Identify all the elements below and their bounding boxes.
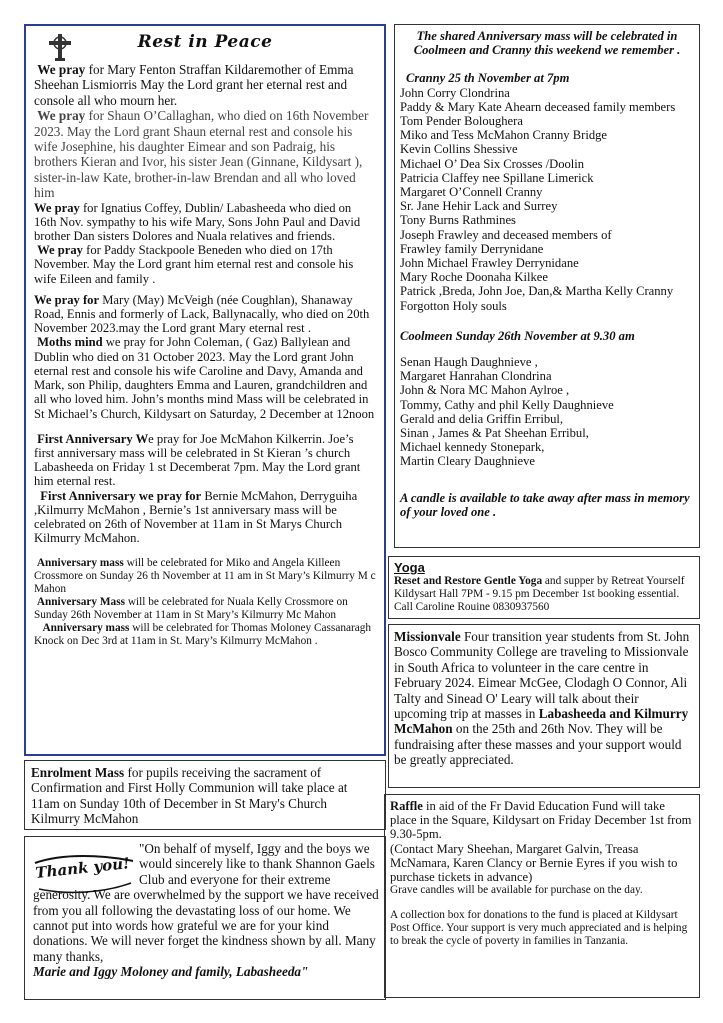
cranny-name-item: Michael O’ Dea Six Crosses /Doolin [400, 156, 585, 171]
raffle-collection-box: A collection box for donations to the fund is placed at Kildysart Post Office. Your support is very much appreciated and is helping to break the cycle of poverty in families in Tanzania. [390, 909, 688, 948]
cranny-name-item: Paddy & Mary Kate Ahearn deceased family members [400, 99, 676, 114]
coolmeen-name-item: Sinan , James & Pat Sheehan Erribul, [400, 426, 589, 441]
cranny-name-item: Mary Roche Doonaha Kilkee [400, 270, 548, 285]
coolmeen-name-item: Tommy, Cathy and phil Kelly Daughnieve [400, 397, 614, 412]
thank-you-signature: Marie and Iggy Moloney and family, Labasheeda" [33, 964, 309, 980]
cranny-name-item: Miko and Tess McMahon Cranny Bridge [400, 128, 608, 143]
raffle-text: Raffle in aid of the Fr David Education Fund will take place in the Square, Kildysart on Friday December 1st from 9.30-5pm. [390, 799, 692, 842]
prayer-paddy-stackpoole: We pray for Paddy Stackpoole Beneden who died on 17th November. May the Lord grant him eternal rest and console his wife Eileen and family . [34, 243, 354, 286]
coolmeen-name-item: Senan Haugh Daughnieve , [400, 355, 538, 370]
enrolment-mass-box [24, 760, 386, 830]
celtic-cross-icon [46, 32, 74, 62]
coolmeen-name-item: Gerald and delia Griffin Erribul, [400, 411, 564, 426]
cranny-name-item: Patrick ,Breda, John Joe, Dan,& Martha Kelly Cranny [400, 284, 674, 299]
thank-you-lettering: Thank you! [34, 854, 131, 882]
cranny-name-item: John Michael Frawley Derrynidane [400, 256, 579, 271]
cranny-title: Cranny 25 th November at 7pm [406, 71, 570, 86]
thank-you-graphic [33, 851, 135, 895]
raffle-box [384, 794, 700, 998]
raffle-grave-candles: Grave candles will be available for purchase on the day. [390, 884, 643, 897]
coolmeen-name-item: Martin Cleary Daughnieve [400, 454, 535, 469]
missionvale-box [388, 624, 700, 788]
prayer-ignatius-coffey: We pray for Ignatius Coffey, Dublin/ Labasheeda who died on 16th Nov. sympathy to his wife Mary, Sons John Paul and David brother Dan sisters Dolores and Nuala relatives and friends. [34, 200, 361, 244]
candle-note: A candle is available to take away after mass in memory of your loved one . [400, 490, 690, 519]
coolmeen-name-item: John & Nora MC Mahon Aylroe , [400, 383, 570, 398]
anniversary-miko-angela-killeen: Anniversary mass will be celebrated for Miko and Angela Killeen Crossmore on Sunday 26 th November at 11 am in St Mary’s Kilmurry M c Mahon [34, 557, 376, 596]
raffle-contact: (Contact Mary Sheehan, Margaret Galvin, Treasa McNamara, Karen Clancy or Bernie Eyres if you wish to purchase tickets in advance) [390, 841, 678, 885]
cranny-name-item: Tom Pender Boloughera [400, 114, 523, 129]
months-mind-john-coleman: Moths mind we pray for John Coleman, ( Gaz) Ballylean and Dublin who died on 31 October 2023. May the Lord grant John eternal rest and console his wife Caroline and Davy, Amanda and Mark, son Philip, daughters Emma and Lauren, grandchildren and all who loved him. John’s months mind Mass will be celebrated in St Michael’s Church, Kildysart on Saturday, 2 December at 12noon [34, 335, 375, 421]
prayer-mary-mcveigh: We pray for Mary (May) McVeigh (née Coughlan), Shanaway Road, Ennis and formerly of Lack, Ballynacally, who died on 20th November 2023.may the Lord grant Mary eternal rest . [34, 292, 370, 336]
section-title-rest-in-peace: Rest in Peace [137, 32, 273, 52]
first-anniversary-joe-mcmahon: First Anniversary We pray for Joe McMahon Kilkerrin. Joe’s first anniversary mass will be celebrated in St Kieran ’s church Labasheeda on Friday 1 st Decemberat 7pm. May the Lord grant him eternal rest. [34, 431, 361, 489]
anniversary-nuala-kelly: Anniversary Mass will be celebrated for Nuala Kelly Crossmore on Sunday 26th November at 11am in St Mary’s Kilmurry Mc Mahon [34, 596, 348, 622]
cranny-name-item: Tony Burns Rathmines [400, 213, 516, 228]
yoga-text: Reset and Restore Gentle Yoga and supper by Retreat Yourself Kildysart Hall 7PM - 9.15 pm December 1st booking essential. Call Caroline Rouine 0830937560 [394, 575, 685, 613]
cranny-name-item: John Corry Clondrina [400, 85, 510, 100]
cranny-name-item: Joseph Frawley and deceased members of [400, 227, 612, 242]
first-anniversary-bernie-mcmahon: First Anniversary we pray for Bernie McMahon, Derryguiha ,Kilmurry McMahon , Bernie’s 1st anniversary mass will be celebrated on 26th of November at 11am in St Marys Church Kilmurry McMahon. [34, 488, 358, 546]
cranny-name-item: Kevin Collins Shessive [400, 142, 518, 157]
cranny-name-item: Patricia Claffey nee Spillane Limerick [400, 170, 594, 185]
thank-you-box [24, 836, 386, 1000]
prayer-shaun-ocallaghan: We pray for Shaun O’Callaghan, who died on 16th November 2023. May the Lord grant Shaun eternal rest and console his wife Josephine, his daughter Eimear and son Padraig, his brothers Kieran and Ivor, his sister Jean (Ginnane, Kildysart ), sister-in-law Kate, brother-in-law Brendan and all who loved him [34, 108, 369, 201]
yoga-title: Yoga [394, 560, 425, 575]
enrolment-mass-text: Enrolment Mass for pupils receiving the sacrament of Confirmation and First Holly Communion will take place at 11am on Sunday 10th of December in St Mary's Church Kilmurry McMahon [31, 765, 348, 827]
cranny-name-item: Frawley family Derrynidane [400, 241, 544, 256]
yoga-box [388, 556, 700, 619]
cranny-names-list [400, 86, 694, 313]
anniversary-thomas-moloney: Anniversary mass will be celebrated for Thomas Moloney Cassanaragh Knock on Dec 3rd at 11am in St. Mary’s Kilmurry McMahon . [34, 622, 372, 648]
coolmeen-name-item: Michael kennedy Stonepark, [400, 440, 545, 455]
coolmeen-names-list [400, 355, 694, 469]
rest-in-peace-box [24, 24, 386, 756]
missionvale-text: Missionvale Four transition year students from St. John Bosco Community College are traveling to Missionvale in South Africa to volunteer in the care centre in February 2024. Eimear McGee, Clodagh O Connor, Ali Talty and Sinead O' Leary will talk about their upcoming trip at masses in Labasheeda and Kilmurry McMahon on the 25th and 26th Nov. They will be fundraising after these masses and your support would be greatly appreciated. [394, 629, 690, 768]
coolmeen-title: Coolmeen Sunday 26th November at 9.30 am [400, 328, 635, 343]
prayer-mary-fenton: We pray for Mary Fenton Straffan Kildaremother of Emma Sheehan Lismiorris May the Lord grant her eternal rest and console all who mourn her. [34, 62, 354, 108]
shared-anniversary-header: The shared Anniversary mass will be celebrated in Coolmeen and Cranny this weekend we remember . [413, 29, 681, 58]
shared-anniversary-box [394, 24, 700, 548]
thank-you-message: "On behalf of myself, Iggy and the boys we would sincerely like to thank Shannon Gaels Club and everyone for their extreme generosity. We are overwhelmed by the support we have received from you all following the devastating loss of our home. We cannot put into words how grateful we are for your kind donations. We will never forget the kindness shown by all. Many many thanks, Marie and Iggy Moloney and family, Labasheeda" [33, 841, 379, 980]
cranny-name-item: Forgotton Holy souls [400, 298, 507, 313]
cranny-name-item: Sr. Jane Hehir Lack and Surrey [400, 199, 558, 214]
cranny-name-item: Margaret O’Connell Cranny [400, 185, 543, 200]
coolmeen-name-item: Margaret Hanrahan Clondrina [400, 369, 552, 384]
